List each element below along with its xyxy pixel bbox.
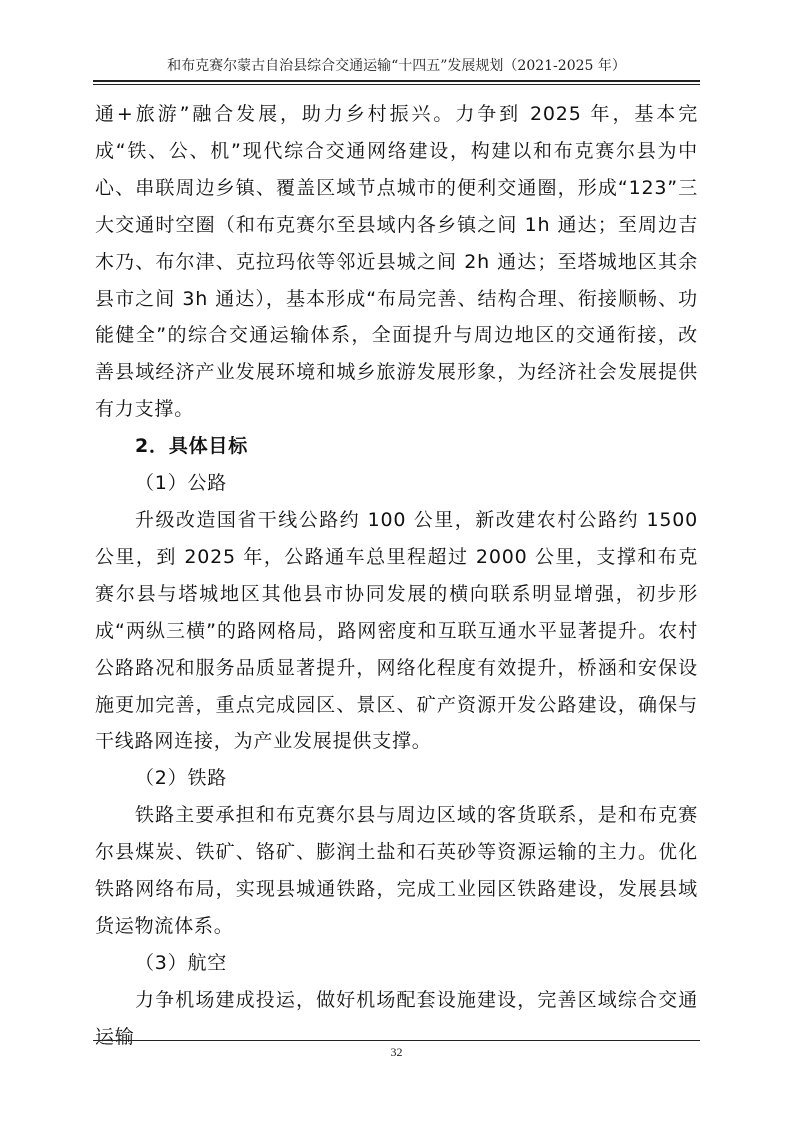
header-rule-thin [93,84,700,85]
page-number: 32 [390,1045,403,1059]
paragraph-railway: 铁路主要承担和布克赛尔县与周边区域的客货联系，是和布克赛尔县煤炭、铁矿、铬矿、膨润土盐和石英砂等资源运输的主力。优化铁路网络布局，实现县城通铁路，完成工业园区铁路建设，发展县域货运物流体系。 [95,804,698,937]
subheading-aviation: （3）航空 [135,951,228,974]
running-header: 和布克赛尔蒙古自治县综合交通运输“十四五”发展规划（2021-2025 年） [167,58,626,74]
paragraph-aviation: 力争机场建成投运，做好机场配套设施建设，完善区域综合交通运输 [95,988,698,1048]
section-heading-specific-goals: 2．具体目标 [135,435,249,458]
footer-rule [93,1040,700,1041]
paragraph-overall-goal: 通+旅游”融合发展，助力乡村振兴。力争到 2025 年，基本完成“铁、公、机”现代综合交通网络建设，构建以和布克赛尔县为中心、串联周边乡镇、覆盖区域节点城市的便利交通圈，形成“123”三大交通时空圈（和布克赛尔至县域内各乡镇之间 1h 通达；至周边吉木乃、布尔津、克拉玛依等邻近县城之间 2h 通达；至塔城地区其余县市之间 3h 通达），基本形成“布局完善、结构合理、衔接顺畅、功能健全”的综合交通运输体系，全面提升与周边地区的交通衔接，改善县域经济产业发展环境和城乡旅游发展形象，为经济社会发展提供有力支撑。 [95,103,698,421]
paragraph-road: 升级改造国省干线公路约 100 公里，新改建农村公路约 1500 公里，到 2025 年，公路通车总里程超过 2000 公里，支撑和布克赛尔县与塔城地区其他县市协同发展的横向联系明显增强，初步形成“两纵三横”的路网格局，路网密度和互联互通水平显著提升。农村公路路况和服务品质显著提升，网络化程度有效提升，桥涵和安保设施更加完善，重点完成园区、景区、矿产资源开发公路建设，确保与干线路网连接，为产业发展提供支撑。 [95,508,698,753]
subheading-railway: （2）铁路 [135,767,228,790]
page-body [95,96,698,1056]
subheading-road: （1）公路 [135,472,228,495]
header-rule-thick [93,80,700,82]
